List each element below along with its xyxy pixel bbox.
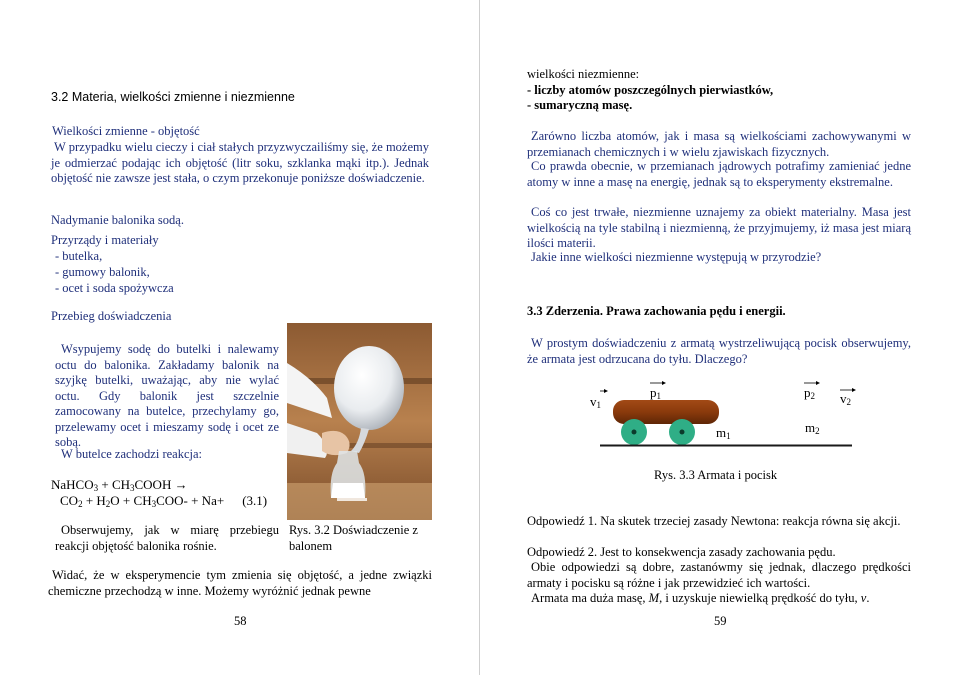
invariant-item: - liczby atomów poszczególnych pierwiastków, xyxy=(527,83,774,97)
cannon-diagram xyxy=(590,380,900,455)
label-v2: $v_2$ xyxy=(840,391,851,407)
figure-caption: Rys. 3.3 Armata i pocisk xyxy=(654,468,778,482)
continued-line: wielkości niezmienne: xyxy=(527,67,640,81)
paragraph-6: Obie odpowiedzi są dobre, zastanówmy się jednak, dlaczego prędkości armaty i pocisku są różne i jak przewidzieć ich wartości. xyxy=(527,560,911,590)
paragraph-2: Co prawda obecnie, w przemianach jądrowych potrafimy zamieniać jedne atomy w inne a masę na energię, jednak są to eksperymenty ekstremalne. xyxy=(527,159,911,189)
left-page xyxy=(0,0,479,675)
cannon-diagram-svg xyxy=(600,380,900,455)
label-m2: $m_2$ xyxy=(805,420,820,436)
answer-1: Odpowiedź 1. Na skutek trzeciej zasady Newtona: reakcja równa się akcji. xyxy=(527,514,901,528)
balloon-experiment-photo xyxy=(287,323,432,520)
answer-2: Odpowiedź 2. Jest to konsekwencja zasady zachowania pędu. xyxy=(527,545,836,559)
tools-title: Przyrządy i materiały xyxy=(51,233,159,247)
paragraph-1: Zarówno liczba atomów, jak i masa są wielkościami zachowywanymi w przemianach chemicznych i w wielu zjawiskach fizycznych. xyxy=(527,129,911,159)
equation-number: (3.1) xyxy=(242,493,268,508)
tools-item: - butelka, xyxy=(55,249,103,263)
paragraph-3: Coś co jest trwałe, niezmienne uznajemy za obiekt materialny. Masa jest wielkością na tyle stabilną i niezmienną, że przyjmujemy, iż masa jest miarą ilości materii. xyxy=(527,205,911,250)
reaction-intro: W butelce zachodzi reakcja: xyxy=(61,447,203,461)
intro-paragraph: W przypadku wielu cieczy i ciał stałych przyzwyczailiśmy się, że możemy je odmierzać podając ich objętość (litr soku, szklanka mąki itp.). Jednak objętość nie zawsze jest stała, o czym przekonuje poniższe doświadczenie. xyxy=(51,140,429,185)
label-m1: $m_1$ xyxy=(716,425,731,441)
paragraph-4: Jakie inne wielkości niezmienne występują w przyrodzie? xyxy=(531,250,822,264)
page-number: 59 xyxy=(714,614,727,628)
procedure-paragraph: Wsypujemy sodę do butelki i nalewamy octu do balonika. Zakładamy balonik na szyjkę butelki, uważając, aby nie wylać octu. Gdy balonik jest szczelnie zamocowany na butelce, przechylamy go, przelewamy ocet i mieszamy sodę i ocet ze sobą. xyxy=(55,342,279,449)
tools-item: - ocet i soda spożywcza xyxy=(55,281,174,295)
invariant-item: - sumaryczną masę. xyxy=(527,98,633,112)
procedure-title: Przebieg doświadczenia xyxy=(51,309,172,323)
subsection-title: Wielkości zmienne - objętość xyxy=(52,124,200,138)
reaction-equation-1: NaHCO$_3$ + $CH_3COOH$ → xyxy=(51,477,188,493)
experiment-title: Nadymanie balonika sodą. xyxy=(51,213,184,227)
page-number: 58 xyxy=(234,614,247,628)
figure-caption: Rys. 3.2 Doświadczenie z balonem xyxy=(289,523,418,553)
conclusion-paragraph: Widać, że w eksperymencie tym zmienia się objętość, a jedne związki chemiczne przechodzą w inne. Możemy wyróżnić jednak pewne xyxy=(48,568,432,598)
label-p2: $p_2$ xyxy=(804,385,815,401)
reaction-equation-2: $CO_2 + H_2O + CH_3COO- + Na+ (3.1)$ xyxy=(60,493,268,509)
vector-arrow-icon xyxy=(600,389,608,393)
paragraph-5: W prostym doświadczeniu z armatą wystrzeliwującą pocisk obserwujemy, że armata jest odrzucana do tyłu. Dlaczego? xyxy=(527,336,911,366)
paragraph-7: Armata ma duża masę, M, i uzyskuje niewielką prędkość do tyłu, v. xyxy=(531,591,870,605)
label-p1: $p_1$ xyxy=(650,385,661,401)
section-title-3-3: 3.3 Zderzenia. Prawa zachowania pędu i energii. xyxy=(527,304,786,318)
label-v1: $v_1$ xyxy=(590,394,601,410)
section-title: 3.2 Materia, wielkości zmienne i niezmienne xyxy=(51,90,295,104)
observation-paragraph: Obserwujemy, jak w miarę przebiegu reakcji objętość balonika rośnie. xyxy=(55,523,279,553)
right-page xyxy=(480,0,959,675)
tools-item: - gumowy balonik, xyxy=(55,265,150,279)
reaction-arrow-icon: → xyxy=(174,477,188,492)
